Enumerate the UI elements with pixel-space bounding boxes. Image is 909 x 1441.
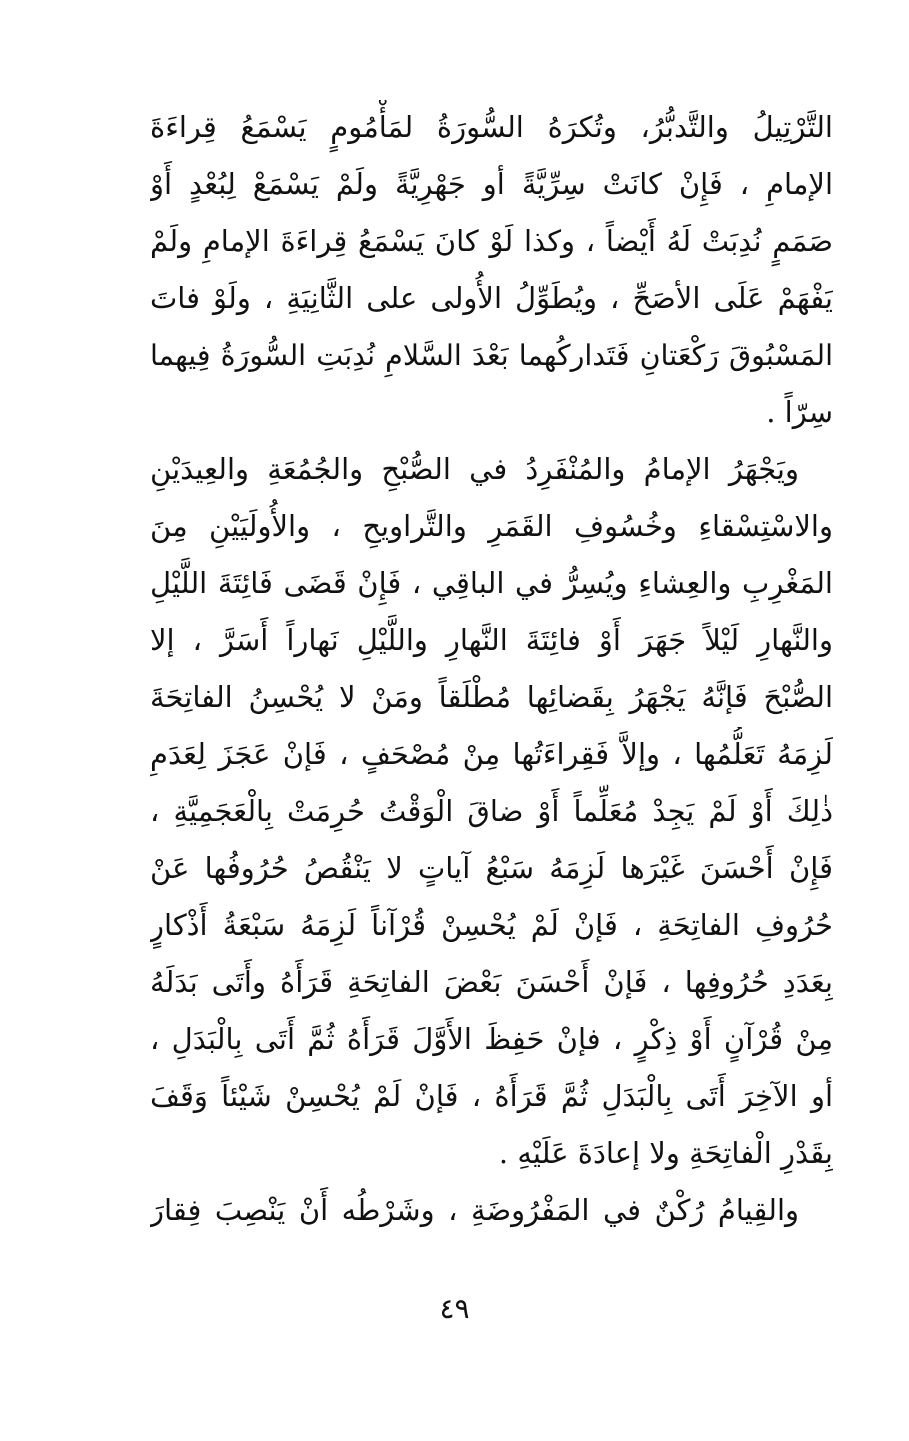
text-line: المَسْبُوقَ رَكْعَتانِ فَتَداركُهما بَعْدَ السَّلامِ نُدِبَتِ السُّورَةُ فِيهما (150, 339, 833, 372)
text-line: صَمَمٍ نُدِبَتْ لَهُ أَيْضاً ، وكذا لَوْ كانَ يَسْمَعُ قِراءَةَ الإمامِ ولَمْ (150, 224, 833, 258)
text-line: الإمامِ ، فَإِنْ كانَتْ سِرِّيَّةً أو جَهْرِيَّةً ولَمْ يَسْمَعْ لِبُعْدٍ أَوْ (150, 167, 833, 201)
text-line: بِعَدَدِ حُرُوفِها ، فَإنْ أَحْسَنَ بَعْضَ الفاتِحَةِ قَرَأَهُ وأَتَى بَدَلَهُ (150, 965, 833, 999)
text-line: سِرّاً . (766, 395, 833, 429)
text-line: حُرُوفِ الفاتِحَةِ ، فَإنْ لَمْ يُحْسِنْ قُرْآناً لَزِمَهُ سَبْعَةُ أَذْكارٍ (150, 908, 833, 942)
text-line: لَزِمَهُ تَعَلُّمُها ، وإلاَّ فَقِراءَتُها مِنْ مُصْحَفٍ ، فَإنْ عَجَزَ لِعَدَمِ (150, 737, 833, 771)
text-line: التَّرْتِيلُ والتَّدبُّرُ، وتُكرَهُ السُّورَةُ لمَأْمُومٍ يَسْمَعُ قِراءَةَ (150, 110, 833, 144)
text-line: الصُّبْحَ فَإنَّهُ يَجْهَرُ بِقَضائِها مُطْلَقاً ومَنْ لا يُحْسِنُ الفاتِحَةَ (150, 680, 833, 714)
text-line: يَفْهَمْ عَلَى الأصَحِّ ، ويُطَوِّلُ الأُولى على الثَّانِيَةِ ، ولَوْ فاتَ (150, 281, 833, 315)
text-line: ويَجْهَرُ الإمامُ والمُنْفَرِدُ في الصُّبْحِ والجُمُعَةِ والعِيدَيْنِ (150, 452, 799, 486)
text-line: بِقَدْرِ الْفاتِحَةِ ولا إعادَةَ عَلَيْهِ . (498, 1136, 833, 1170)
text-line: والنَّهارِ لَيْلاً جَهَرَ أَوْ فائِتَةَ النَّهارِ واللَّيْلِ نَهاراً أَسَرَّ ، إلا (150, 623, 833, 657)
text-line: والاسْتِسْقاءِ وخُسُوفِ القَمَرِ والتَّراويحِ ، والأُولَيَيْنِ مِنَ (150, 509, 833, 543)
text-line: المَغْرِبِ والعِشاءِ ويُسِرُّ في الباقِي ، فَإِنْ قَضَى فَائِتَةَ اللَّيْلِ (150, 566, 833, 600)
text-line: أو الآخِرَ أَتَى بِالْبَدَلِ ثُمَّ قَرَأَهُ ، فَإنْ لَمْ يُحْسِنْ شَيْئاً وَقَفَ (150, 1079, 833, 1113)
text-line: فَإِنْ أَحْسَنَ غَيْرَها لَزِمَهُ سَبْعُ آياتٍ لا يَنْقُصُ حُرُوفُها عَنْ (150, 851, 833, 885)
page-number: ٤٩ (439, 1292, 470, 1325)
text-line: ذٰلِكَ أَوْ لَمْ يَجِدْ مُعَلِّماً أَوْ ضاقَ الْوَقْتُ حُرِمَتْ بِالْعَجَمِيَّةِ ، (150, 794, 833, 828)
text-line: مِنْ قُرْآنٍ أَوْ ذِكْرٍ ، فإنْ حَفِظَ الأَوَّلَ قَرَأَهُ ثُمَّ أَتَى بِالْبَدَلِ ، (150, 1022, 833, 1056)
text-line: والقِيامُ رُكْنٌ في المَفْرُوضَةِ ، وشَرْطُه أَنْ يَنْصِبَ فِقارَ (150, 1193, 799, 1227)
